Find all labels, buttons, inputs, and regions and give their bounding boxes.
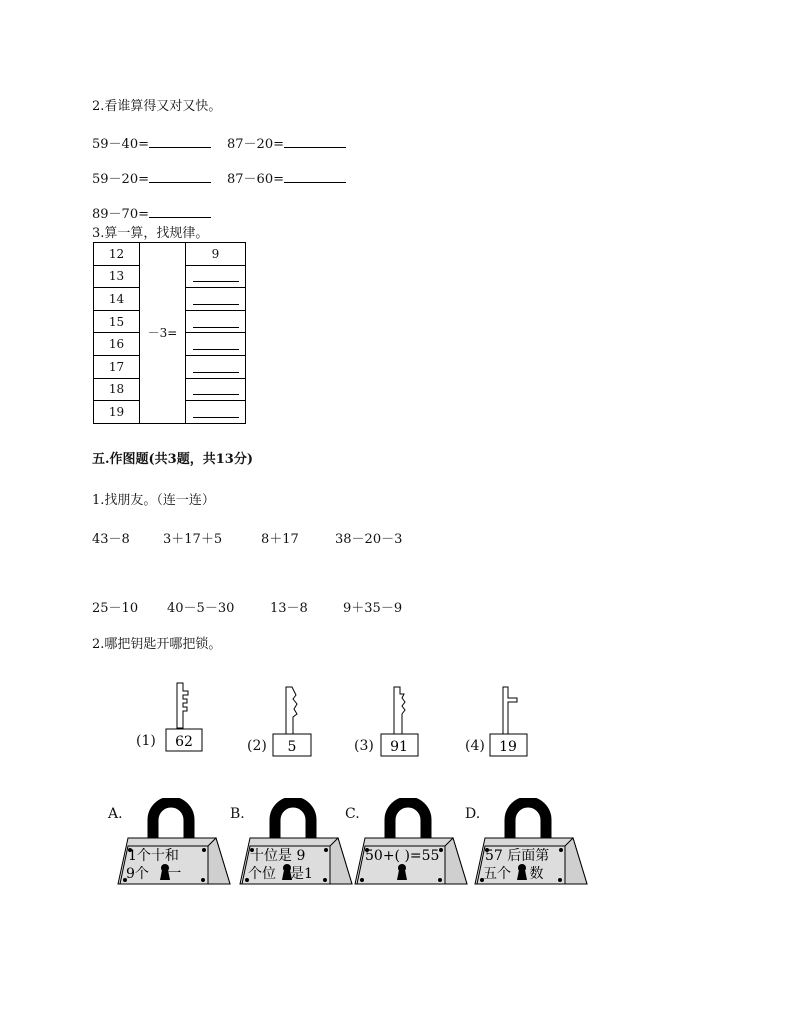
lock-d[interactable] bbox=[465, 798, 590, 897]
match-item[interactable]: 40－5－30 bbox=[167, 601, 235, 616]
lock-icon bbox=[465, 798, 590, 893]
lock-icon bbox=[108, 798, 233, 893]
problem-text: 87－20= bbox=[227, 137, 284, 152]
lock-clue-line2: 9个 一 bbox=[126, 866, 182, 882]
key-label: (4) bbox=[465, 738, 485, 754]
answer-blank[interactable] bbox=[149, 205, 211, 218]
lock-label: D. bbox=[465, 806, 481, 822]
key-label: (1) bbox=[136, 733, 156, 749]
lock-label: B. bbox=[230, 806, 245, 822]
key-icon[interactable] bbox=[272, 686, 314, 758]
answer-cell[interactable] bbox=[186, 333, 246, 356]
lock-c[interactable] bbox=[345, 798, 470, 897]
key-number: 19 bbox=[499, 739, 517, 755]
operation-cell: －3= bbox=[140, 243, 186, 424]
section-title: 五.作图题(共3题，共13分) bbox=[92, 452, 253, 467]
answer-blank[interactable] bbox=[284, 135, 346, 148]
match-item[interactable]: 3＋17＋5 bbox=[163, 532, 223, 547]
answer-cell[interactable] bbox=[186, 378, 246, 401]
lock-clue-line1: 十位是 9 bbox=[250, 848, 306, 864]
problem bbox=[92, 133, 211, 152]
answer-blank[interactable] bbox=[149, 135, 211, 148]
table-cell: 19 bbox=[94, 401, 140, 424]
lock-label: A. bbox=[108, 806, 123, 822]
table-cell: 15 bbox=[94, 310, 140, 333]
answer-cell[interactable] bbox=[186, 310, 246, 333]
problem-text: 87－60= bbox=[227, 172, 284, 187]
lock-a[interactable] bbox=[108, 798, 233, 897]
lock-clue-line1: 50+( )=55 bbox=[365, 848, 440, 864]
p2-title: 2.哪把钥匙开哪把锁。 bbox=[92, 637, 222, 652]
match-item[interactable]: 25－10 bbox=[92, 601, 139, 616]
answer-cell[interactable] bbox=[186, 288, 246, 311]
key-icon[interactable] bbox=[380, 686, 422, 758]
problem bbox=[227, 168, 346, 187]
q2-title: 2.看谁算得又对又快。 bbox=[92, 99, 222, 114]
problem-text: 59－40= bbox=[92, 137, 149, 152]
key-number: 91 bbox=[390, 739, 408, 755]
table-cell: 14 bbox=[94, 288, 140, 311]
lock-icon bbox=[230, 798, 355, 893]
answer-cell[interactable] bbox=[186, 355, 246, 378]
problem bbox=[92, 168, 211, 187]
problem bbox=[227, 133, 346, 152]
table-cell: 13 bbox=[94, 265, 140, 288]
lock-icon bbox=[345, 798, 470, 893]
p1-title: 1.找朋友。（连一连） bbox=[92, 493, 215, 508]
match-item[interactable]: 13－8 bbox=[270, 601, 308, 616]
table-cell: 18 bbox=[94, 378, 140, 401]
answer-blank[interactable] bbox=[149, 170, 211, 183]
problem-text: 59－20= bbox=[92, 172, 149, 187]
lock-clue-line1: 57 后面第 bbox=[485, 848, 550, 864]
match-item[interactable]: 43－8 bbox=[92, 532, 130, 547]
lock-clue-line2: 五个 数 bbox=[483, 866, 544, 882]
answer-cell[interactable] bbox=[186, 401, 246, 424]
lock-clue-line2: 个位 是1 bbox=[248, 866, 313, 882]
problem-text: 89－70= bbox=[92, 207, 149, 222]
key-icon[interactable] bbox=[489, 686, 531, 758]
table-cell: 12 bbox=[94, 243, 140, 266]
table-cell: 16 bbox=[94, 333, 140, 356]
key-number: 62 bbox=[175, 734, 193, 750]
key-label: (3) bbox=[354, 738, 374, 754]
lock-label: C. bbox=[345, 806, 360, 822]
q3-title: 3.算一算，找规律。 bbox=[92, 226, 209, 241]
problem bbox=[92, 203, 211, 222]
table-cell: 17 bbox=[94, 355, 140, 378]
key-label: (2) bbox=[247, 738, 267, 754]
answer-cell[interactable] bbox=[186, 265, 246, 288]
match-item[interactable]: 9＋35－9 bbox=[343, 601, 403, 616]
pattern-table bbox=[93, 242, 246, 424]
key-icon[interactable] bbox=[165, 682, 205, 754]
lock-clue-line1: 1个十和 bbox=[128, 848, 179, 864]
match-item[interactable]: 8＋17 bbox=[261, 532, 299, 547]
key-number: 5 bbox=[287, 739, 297, 755]
match-item[interactable]: 38－20－3 bbox=[335, 532, 403, 547]
answer-blank[interactable] bbox=[284, 170, 346, 183]
lock-b[interactable] bbox=[230, 798, 355, 897]
answer-cell: 9 bbox=[186, 243, 246, 266]
